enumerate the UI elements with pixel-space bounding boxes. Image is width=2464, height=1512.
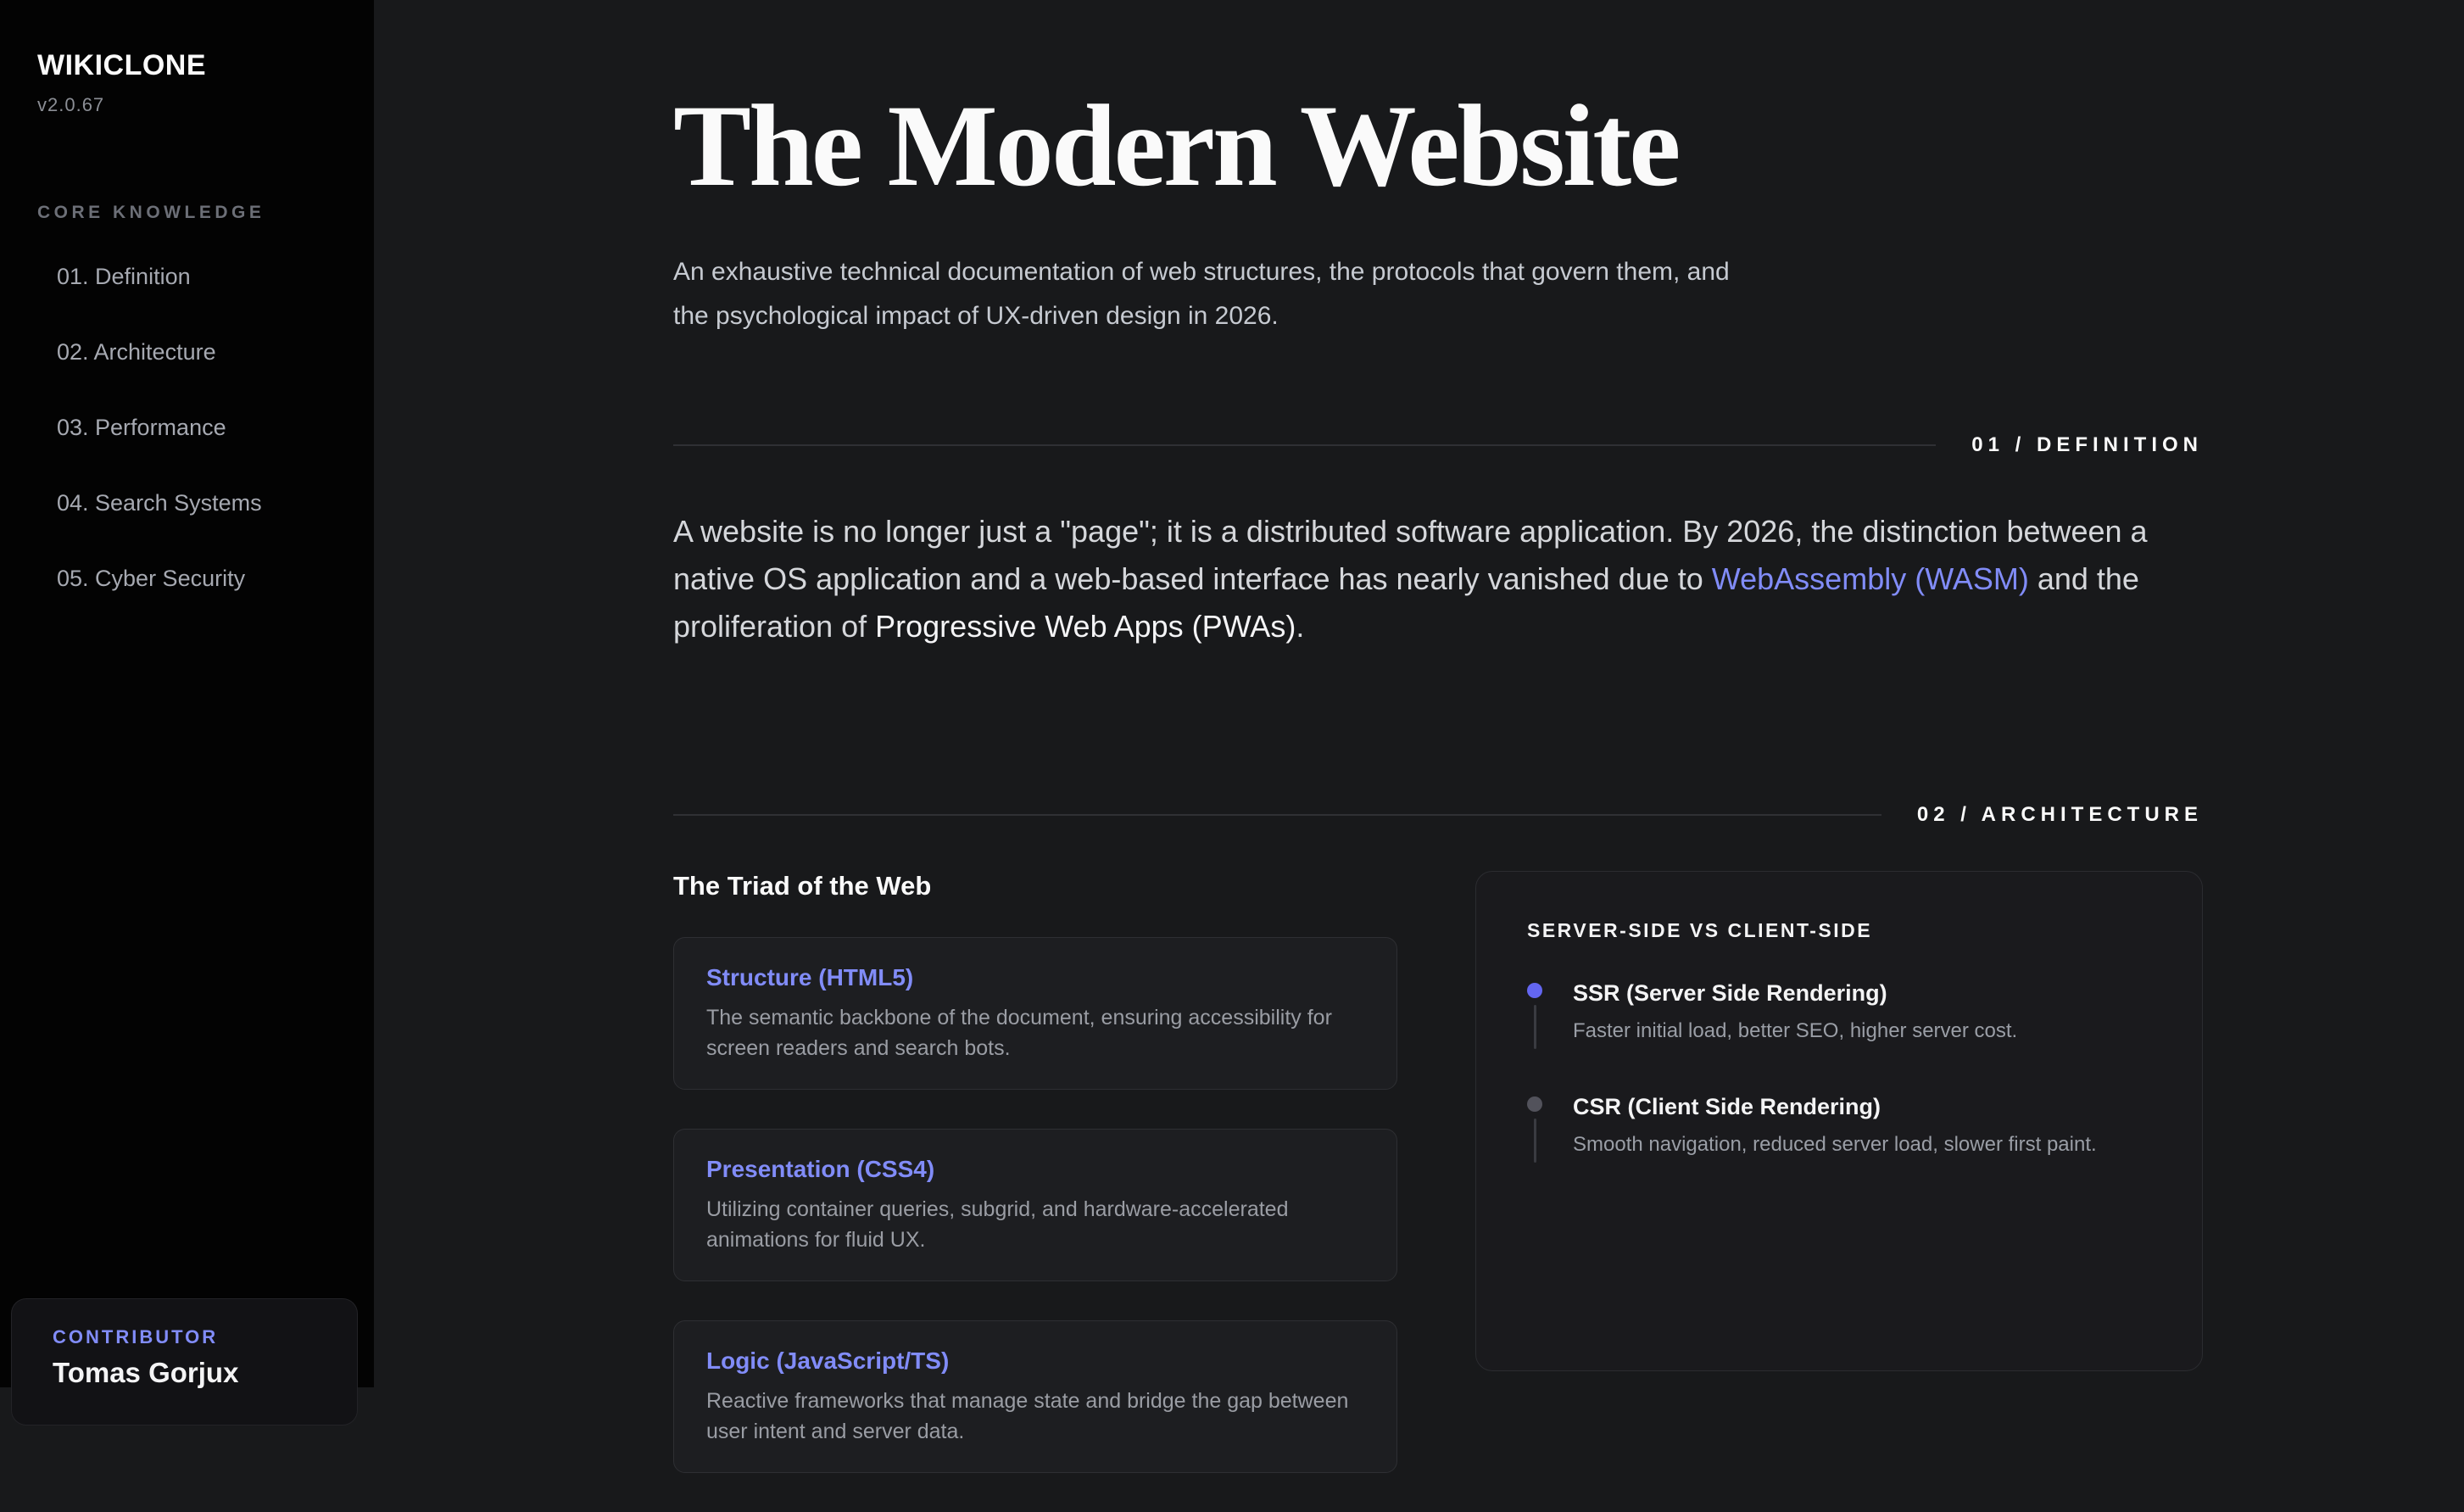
timeline-item-description: Smooth navigation, reduced server load, slower first paint. <box>1573 1132 2097 1156</box>
section-label-architecture: 02 / ARCHITECTURE <box>1916 802 2203 826</box>
timeline-item-title: SSR (Server Side Rendering) <box>1573 979 1887 1006</box>
section-header-architecture <box>673 803 2203 827</box>
csr-bullet-dot <box>1527 1096 1542 1112</box>
sidebar-section-label: CORE KNOWLEDGE <box>37 203 265 222</box>
definition-text-middle: and the proliferation of <box>673 561 2139 644</box>
timeline-connector-line <box>1534 1005 1536 1049</box>
sidebar <box>0 0 374 1387</box>
page-subtitle: An exhaustive technical documentation of web structures, the protocols that govern them, and the psychological impact of UX-driven design in 2026. <box>673 257 1730 330</box>
sidebar-item-definition[interactable]: 01. Definition <box>57 264 191 289</box>
sidebar-item-performance[interactable]: 03. Performance <box>57 415 226 440</box>
section-label-definition: 01 / DEFINITION <box>1971 432 2203 456</box>
card-title: Presentation (CSS4) <box>706 1155 935 1182</box>
card-presentation-css4 <box>673 1129 1397 1281</box>
rendering-timeline <box>1527 979 2165 1159</box>
contributor-label: CONTRIBUTOR <box>53 1326 219 1347</box>
card-title: Structure (HTML5) <box>706 963 914 990</box>
architecture-grid <box>673 871 2203 1512</box>
section-header-definition <box>673 433 2203 457</box>
card-logic-javascript <box>673 1320 1397 1473</box>
card-structure-html5 <box>673 937 1397 1090</box>
sidebar-item-architecture[interactable]: 02. Architecture <box>57 339 216 365</box>
rendering-card-label: SERVER-SIDE VS CLIENT-SIDE <box>1527 918 1873 941</box>
sidebar-item-search-systems[interactable]: 04. Search Systems <box>57 490 262 516</box>
timeline-item-title: CSR (Client Side Rendering) <box>1573 1093 1881 1119</box>
timeline-item-ssr <box>1527 979 2165 1046</box>
card-description: Reactive frameworks that manage state and bridge the gap between user intent and server data. <box>706 1388 1349 1443</box>
section-divider-line <box>673 814 1881 816</box>
ssr-bullet-dot <box>1527 983 1542 998</box>
sidebar-item-cyber-security[interactable]: 05. Cyber Security <box>57 566 246 591</box>
section-divider-line <box>673 444 1936 446</box>
rendering-comparison-card <box>1475 871 2203 1371</box>
main-content <box>374 0 2464 1443</box>
webassembly-link[interactable]: WebAssembly (WASM) <box>1711 561 2029 596</box>
page-title: The Modern Website <box>673 81 1679 210</box>
contributor-name: Tomas Gorjux <box>53 1357 239 1388</box>
timeline-connector-line <box>1534 1119 1536 1163</box>
app-version: v2.0.67 <box>37 94 105 115</box>
sidebar-nav <box>37 264 337 591</box>
triad-column <box>673 871 1397 1512</box>
pwa-highlight: Progressive Web Apps (PWAs) <box>875 608 1296 644</box>
contributor-card <box>11 1298 358 1426</box>
definition-text: A website is no longer just a "page"; it is a distributed software application. By 2026, the distinction between a native OS application and a web-based interface has nearly vanished due to <box>673 513 2148 596</box>
timeline-item-csr <box>1527 1093 2165 1159</box>
triad-heading: The Triad of the Web <box>673 870 932 901</box>
card-description: The semantic backbone of the document, ensuring accessibility for screen readers and search bots. <box>706 1005 1332 1060</box>
app-logo: WIKICLONE <box>37 49 207 81</box>
timeline-item-description: Faster initial load, better SEO, higher server cost. <box>1573 1018 2018 1042</box>
card-title: Logic (JavaScript/TS) <box>706 1347 950 1374</box>
definition-text-end: . <box>1296 608 1305 644</box>
card-description: Utilizing container queries, subgrid, and hardware-accelerated animations for fluid UX. <box>706 1197 1289 1252</box>
definition-paragraph <box>673 508 2203 650</box>
